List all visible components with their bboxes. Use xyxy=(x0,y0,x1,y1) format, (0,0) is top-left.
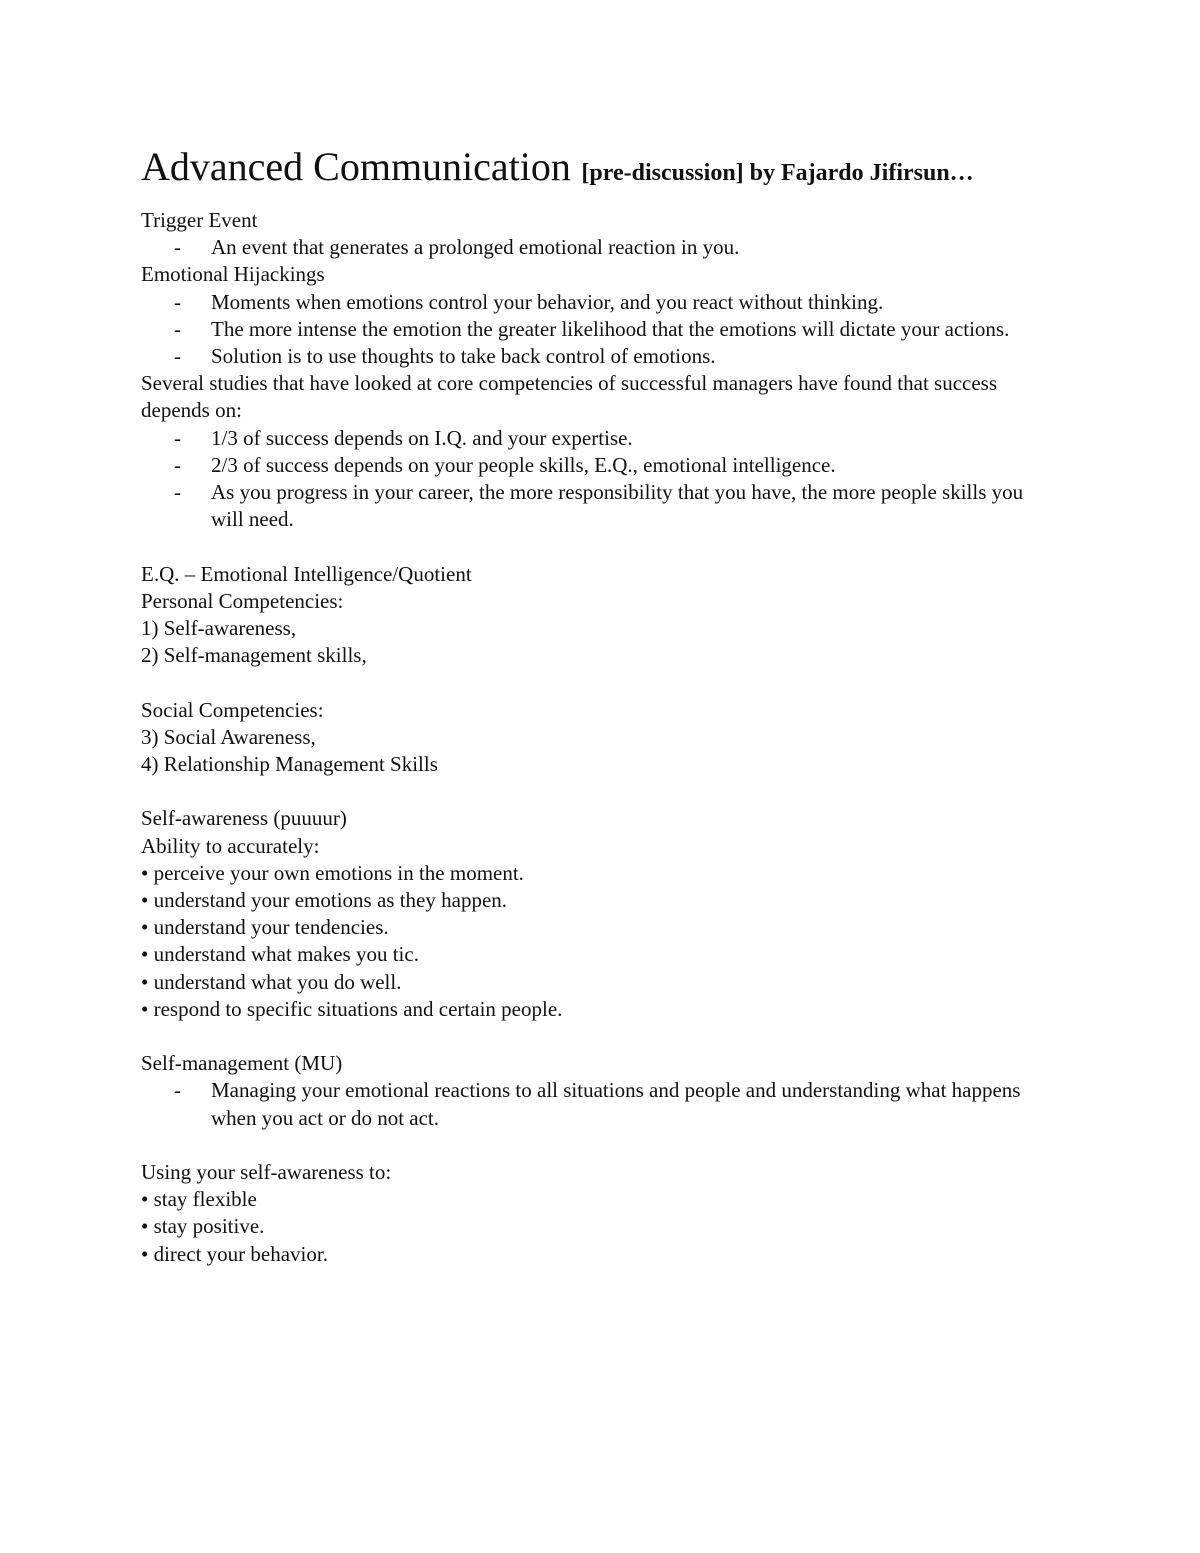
list-item: • stay positive. xyxy=(141,1214,265,1239)
social-competency-item: 3) Social Awareness, xyxy=(141,724,316,749)
paragraph-gap xyxy=(141,1132,1046,1159)
personal-competency-item: 2) Self-management skills, xyxy=(141,643,367,668)
list-item: • perceive your own emotions in the moment. xyxy=(141,860,524,885)
list-item xyxy=(141,343,1046,370)
self-awareness-list xyxy=(141,860,1046,1023)
eq-heading: E.Q. – Emotional Intelligence/Quotient xyxy=(141,561,472,586)
using-self-awareness-heading: Using your self-awareness to: xyxy=(141,1160,392,1185)
trigger-event-list xyxy=(141,234,1046,261)
personal-competency-item: 1) Self-awareness, xyxy=(141,616,297,641)
emotional-hijackings-list xyxy=(141,289,1046,371)
paragraph-gap xyxy=(141,669,1046,696)
list-item: • understand what makes you tic. xyxy=(141,942,419,967)
list-item-text: An event that generates a prolonged emotional reaction in you. xyxy=(211,235,740,260)
list-item-text: Managing your emotional reactions to all situations and people and understanding what happens when you act or do not act. xyxy=(211,1078,1021,1130)
self-awareness-intro: Ability to accurately: xyxy=(141,833,320,858)
paragraph-gap xyxy=(141,1023,1046,1050)
list-item xyxy=(141,289,1046,316)
list-item-text: 1/3 of success depends on I.Q. and your expertise. xyxy=(211,425,633,450)
studies-list xyxy=(141,425,1046,534)
list-item xyxy=(141,316,1046,343)
emotional-hijackings-heading: Emotional Hijackings xyxy=(141,262,325,287)
list-item-text: As you progress in your career, the more responsibility that you have, the more people skills you will need. xyxy=(211,480,1024,532)
list-item: • understand what you do well. xyxy=(141,969,402,994)
list-item xyxy=(141,425,1046,452)
self-awareness-heading: Self-awareness (puuuur) xyxy=(141,806,347,831)
dash-marker: - xyxy=(174,425,181,450)
using-self-awareness-list xyxy=(141,1186,1046,1268)
personal-competencies-heading: Personal Competencies: xyxy=(141,588,344,613)
paragraph-gap xyxy=(141,778,1046,805)
dash-marker: - xyxy=(174,316,181,341)
list-item-text: The more intense the emotion the greater likelihood that the emotions will dictate your actions. xyxy=(211,316,1010,341)
list-item-text: Solution is to use thoughts to take back control of emotions. xyxy=(211,344,716,369)
social-competencies-heading: Social Competencies: xyxy=(141,697,324,722)
dash-marker: - xyxy=(174,452,181,477)
list-item-text: 2/3 of success depends on your people skills, E.Q., emotional intelligence. xyxy=(211,452,836,477)
title-subtitle: [pre-discussion] by Fajardo Jifirsun… xyxy=(581,160,974,186)
list-item: • direct your behavior. xyxy=(141,1241,328,1266)
social-competency-item: 4) Relationship Management Skills xyxy=(141,752,438,777)
dash-marker: - xyxy=(174,344,181,369)
list-item-text: Moments when emotions control your behavior, and you react without thinking. xyxy=(211,289,884,314)
title-main: Advanced Communication xyxy=(141,144,571,189)
list-item: • understand your tendencies. xyxy=(141,915,389,940)
dash-marker: - xyxy=(174,1078,181,1103)
list-item: • stay flexible xyxy=(141,1187,257,1212)
trigger-event-heading: Trigger Event xyxy=(141,208,258,232)
self-management-list xyxy=(141,1077,1046,1131)
dash-marker: - xyxy=(174,480,181,505)
paragraph-gap xyxy=(141,533,1046,560)
dash-marker: - xyxy=(174,235,181,260)
list-item xyxy=(141,479,1046,533)
dash-marker: - xyxy=(174,289,181,314)
list-item: • understand your emotions as they happen. xyxy=(141,888,508,913)
list-item xyxy=(141,452,1046,479)
list-item xyxy=(141,1077,1046,1131)
document-title xyxy=(141,143,1046,197)
self-management-heading: Self-management (MU) xyxy=(141,1051,343,1076)
list-item: • respond to specific situations and certain people. xyxy=(141,996,563,1021)
list-item xyxy=(141,234,1046,261)
document-page xyxy=(141,143,1046,1268)
studies-intro: Several studies that have looked at core competencies of successful managers have found that success depends on: xyxy=(141,371,998,423)
